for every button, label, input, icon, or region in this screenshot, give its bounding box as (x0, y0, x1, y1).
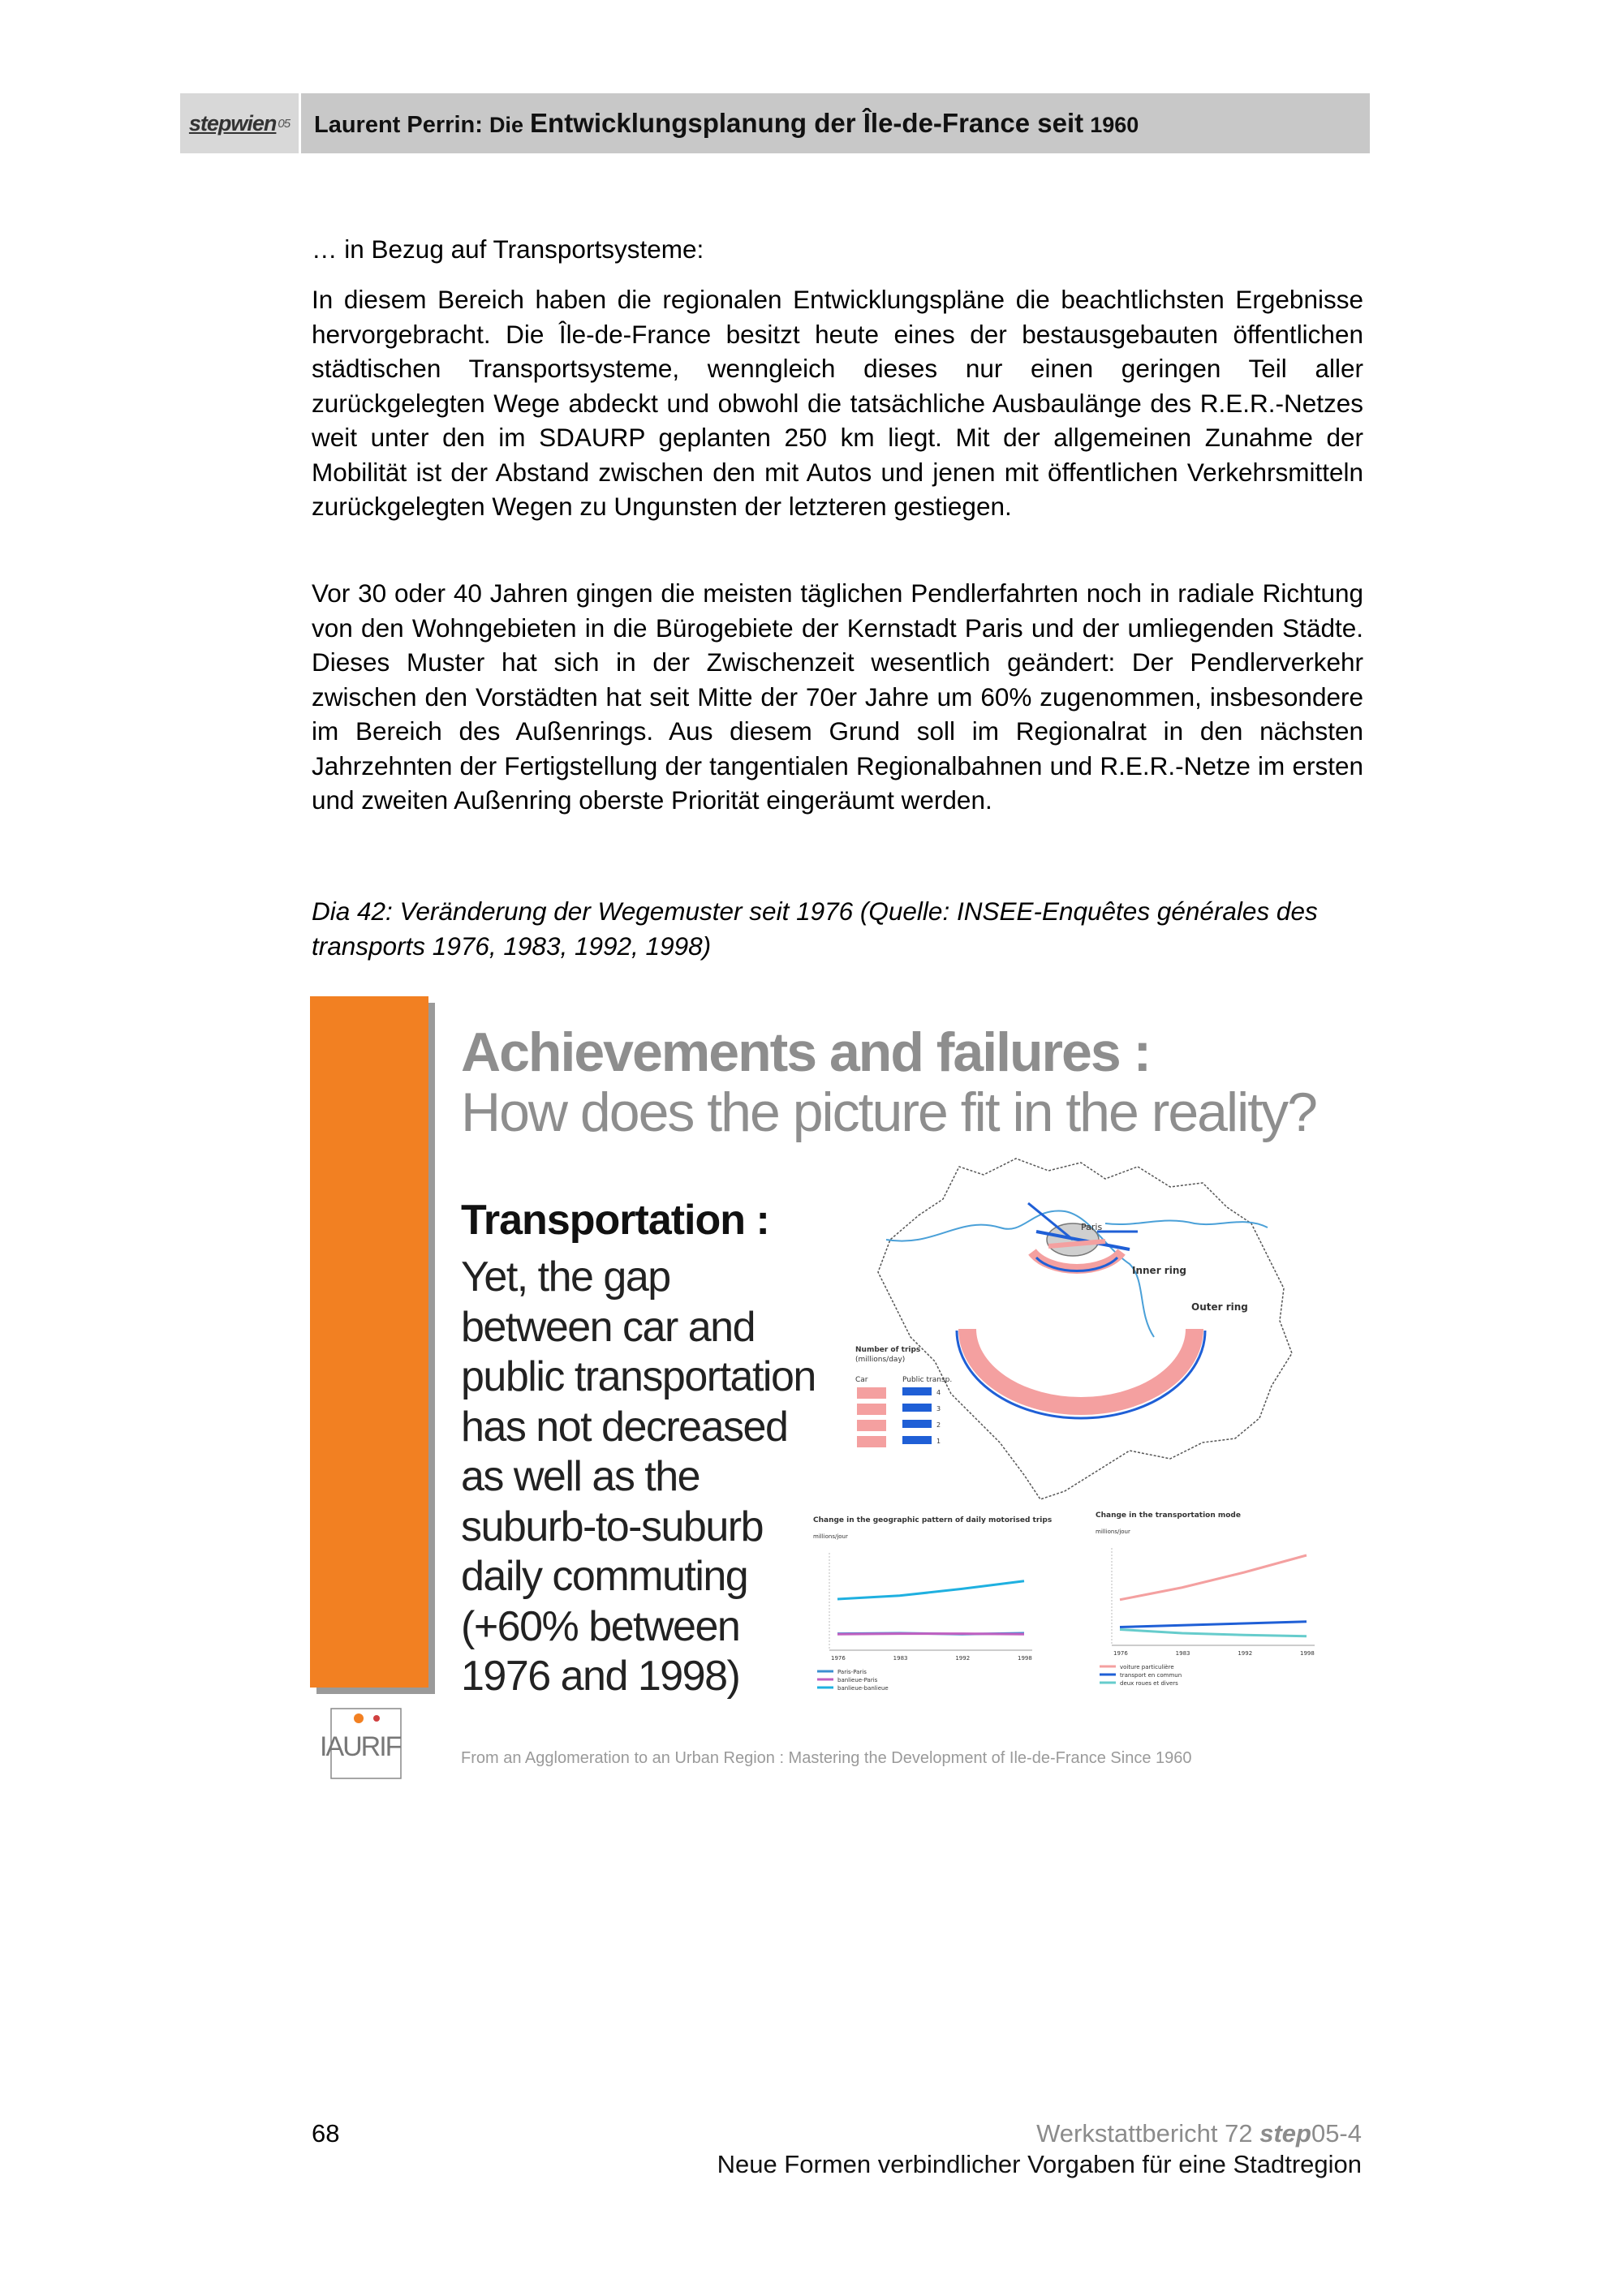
legend-label: deux roues et divers (1120, 1680, 1178, 1687)
legend-public-swatch (902, 1404, 932, 1412)
chart-ylabel: millions/jour (1096, 1529, 1130, 1535)
x-tick-label: 1983 (1175, 1650, 1190, 1657)
chart-transport-mode (1096, 1507, 1339, 1694)
series-line (837, 1634, 1024, 1635)
slide-line: as well as the (461, 1453, 700, 1500)
slide-line: has not decreased (461, 1403, 788, 1451)
legend-car-swatch (857, 1387, 886, 1399)
ile-de-france-map (855, 1150, 1316, 1507)
header-title-prefix: Die (489, 113, 523, 137)
x-tick-label: 1998 (1300, 1650, 1315, 1657)
slide-figure (310, 996, 1373, 1808)
outer-ring-label: Outer ring (1191, 1301, 1248, 1313)
chart-title: Change in the transportation mode (1096, 1511, 1241, 1520)
series-line (837, 1581, 1024, 1599)
slide-body (461, 1253, 834, 1702)
legend-value: 3 (936, 1405, 941, 1412)
iaurif-logo-text: IAURIF (320, 1731, 401, 1762)
footer-subtitle: Neue Formen verbindlicher Vorgaben für eine Stadtregion (717, 2150, 1362, 2178)
legend-label: Paris-Paris (837, 1669, 867, 1675)
legend-public-swatch (902, 1420, 932, 1428)
page-number: 68 (312, 2119, 340, 2148)
header-author: Laurent Perrin: (314, 112, 483, 138)
legend-label: transport en commun (1120, 1672, 1182, 1679)
outer-ring-car-arc (967, 1329, 1195, 1406)
series-line (1120, 1622, 1307, 1627)
stepwien-logo (180, 93, 301, 153)
legend-public-swatch (902, 1436, 932, 1444)
header-title-main: Entwicklungsplanung der Île-de-France seit (530, 108, 1084, 138)
legend-label: banlieue-banlieue (837, 1685, 889, 1692)
legend-car-swatch (857, 1436, 886, 1447)
x-tick-label: 1992 (955, 1655, 971, 1662)
footer-series-step: step (1259, 2119, 1311, 2148)
slide-line: (+60% between (461, 1602, 740, 1650)
slide-line: 1976 and 1998) (461, 1653, 740, 1700)
footer-series-name: Werkstattbericht 72 (1036, 2119, 1253, 2148)
legend-public-swatch (902, 1387, 932, 1395)
inner-ring-label: Inner ring (1132, 1265, 1186, 1276)
logo-text: stepwien (188, 110, 277, 135)
paragraph-2-text: Vor 30 oder 40 Jahren gingen die meisten täglichen Pendlerfahrten noch in radiale Richtung von den Wohngebieten in die Bürogebiete der Kernstadt Paris und der umliegenden Städte. Dieses Muster hat sich in der Zwischenzeit wesentlich geändert: Der Pendlerverkehr zwischen den Vorstädten hat seit Mitte der 70er Jahre um 60% zugenommen, insbesondere im Bereich des Außenrings. Aus diesem Grund soll im Regionalrat in den nächsten Jahrzehnten der Fertigstellung der tangentialen Regionalbahnen und R.E.R.-Netze im ersten und zweiten Außenring oberste Priorität eingeräumt werden. (312, 578, 1363, 815)
paris-label: Paris (1081, 1222, 1103, 1232)
figure-caption: Dia 42: Veränderung der Wegemuster seit 1976 (Quelle: INSEE-Enquêtes générales des transports 1976, 1983, 1992, 1998) (312, 896, 1318, 961)
x-tick-label: 1976 (1113, 1650, 1128, 1657)
footer-series (1036, 2119, 1362, 2148)
legend-title-unit: (millions/day) (855, 1356, 906, 1364)
slide-line: public transportation (461, 1353, 816, 1400)
header-title (314, 108, 1139, 139)
legend-value: 1 (936, 1438, 941, 1445)
legend-title: Number of trips (855, 1346, 921, 1354)
seine-river (886, 1211, 1154, 1337)
x-tick-label: 1992 (1238, 1650, 1253, 1657)
page-header (180, 93, 1370, 153)
header-title-year: 1960 (1090, 113, 1139, 137)
series-line (1120, 1555, 1307, 1600)
legend-value: 4 (936, 1389, 941, 1396)
series-line (1120, 1630, 1307, 1636)
legend-value: 2 (936, 1421, 941, 1429)
logo-suffix: 05 (278, 116, 291, 131)
chart-ylabel: millions/jour (813, 1533, 848, 1540)
slide-footer-source: From an Agglomeration to an Urban Region : Mastering the Development of Ile-de-France Since 1960 (461, 1749, 1192, 1767)
region-outline (878, 1159, 1292, 1499)
slide-subtitle: How does the picture fit in the reality? (461, 1081, 1316, 1143)
slide-line: Yet, the gap (461, 1253, 670, 1301)
legend-car-swatch (857, 1404, 886, 1415)
legend-car-swatch (857, 1420, 886, 1431)
orange-bar (310, 996, 428, 1688)
slide-line: daily commuting (461, 1553, 748, 1600)
legend-label: voiture particulière (1120, 1664, 1174, 1670)
x-tick-label: 1998 (1018, 1655, 1032, 1662)
chart-title: Change in the geographic pattern of daily motorised trips (813, 1516, 1053, 1524)
paragraph-1-text: In diesem Bereich haben die regionalen Entwicklungspläne die beachtlichsten Ergebnisse hervorgebracht. Die Île-de-France besitzt heute eines der bestausgebauten öffentlichen städtischen Transportsysteme, wenngleich dieses nur einen geringen Teil aller zurückgelegten Wege abdeckt und obwohl die tatsächliche Ausbaulänge des R.E.R.-Netzes weit unter den im SDAURP geplanten 250 km liegt. Mit der allgemeinen Zunahme der Mobilität ist der Abstand zwischen den mit Autos und jenen mit öffentlichen Verkehrsmitteln zurückgelegten Wegen zu Ungunsten der letzteren gestiegen. (312, 285, 1363, 521)
paragraph-2 (312, 576, 1363, 818)
paragraph-1 (312, 282, 1363, 524)
slide-line: between car and (461, 1303, 755, 1351)
x-tick-label: 1983 (893, 1655, 908, 1662)
slide-heading: Transportation : (461, 1197, 769, 1244)
section-subheading (312, 232, 1363, 267)
iaurif-logo (316, 1702, 406, 1783)
x-tick-label: 1976 (831, 1655, 846, 1662)
chart-geographic-pattern (813, 1512, 1057, 1699)
footer-series-code: 05-4 (1311, 2119, 1362, 2148)
legend-public-label: Public transp. (902, 1376, 953, 1384)
legend-label: banlieue-Paris (837, 1677, 878, 1683)
slide-title: Achievements and failures : (461, 1021, 1151, 1083)
slide-line: suburb-to-suburb (461, 1503, 763, 1550)
subheading-text: … in Bezug auf Transportsysteme: (312, 234, 704, 264)
legend-car-label: Car (855, 1376, 868, 1384)
marne-river (1105, 1220, 1268, 1228)
